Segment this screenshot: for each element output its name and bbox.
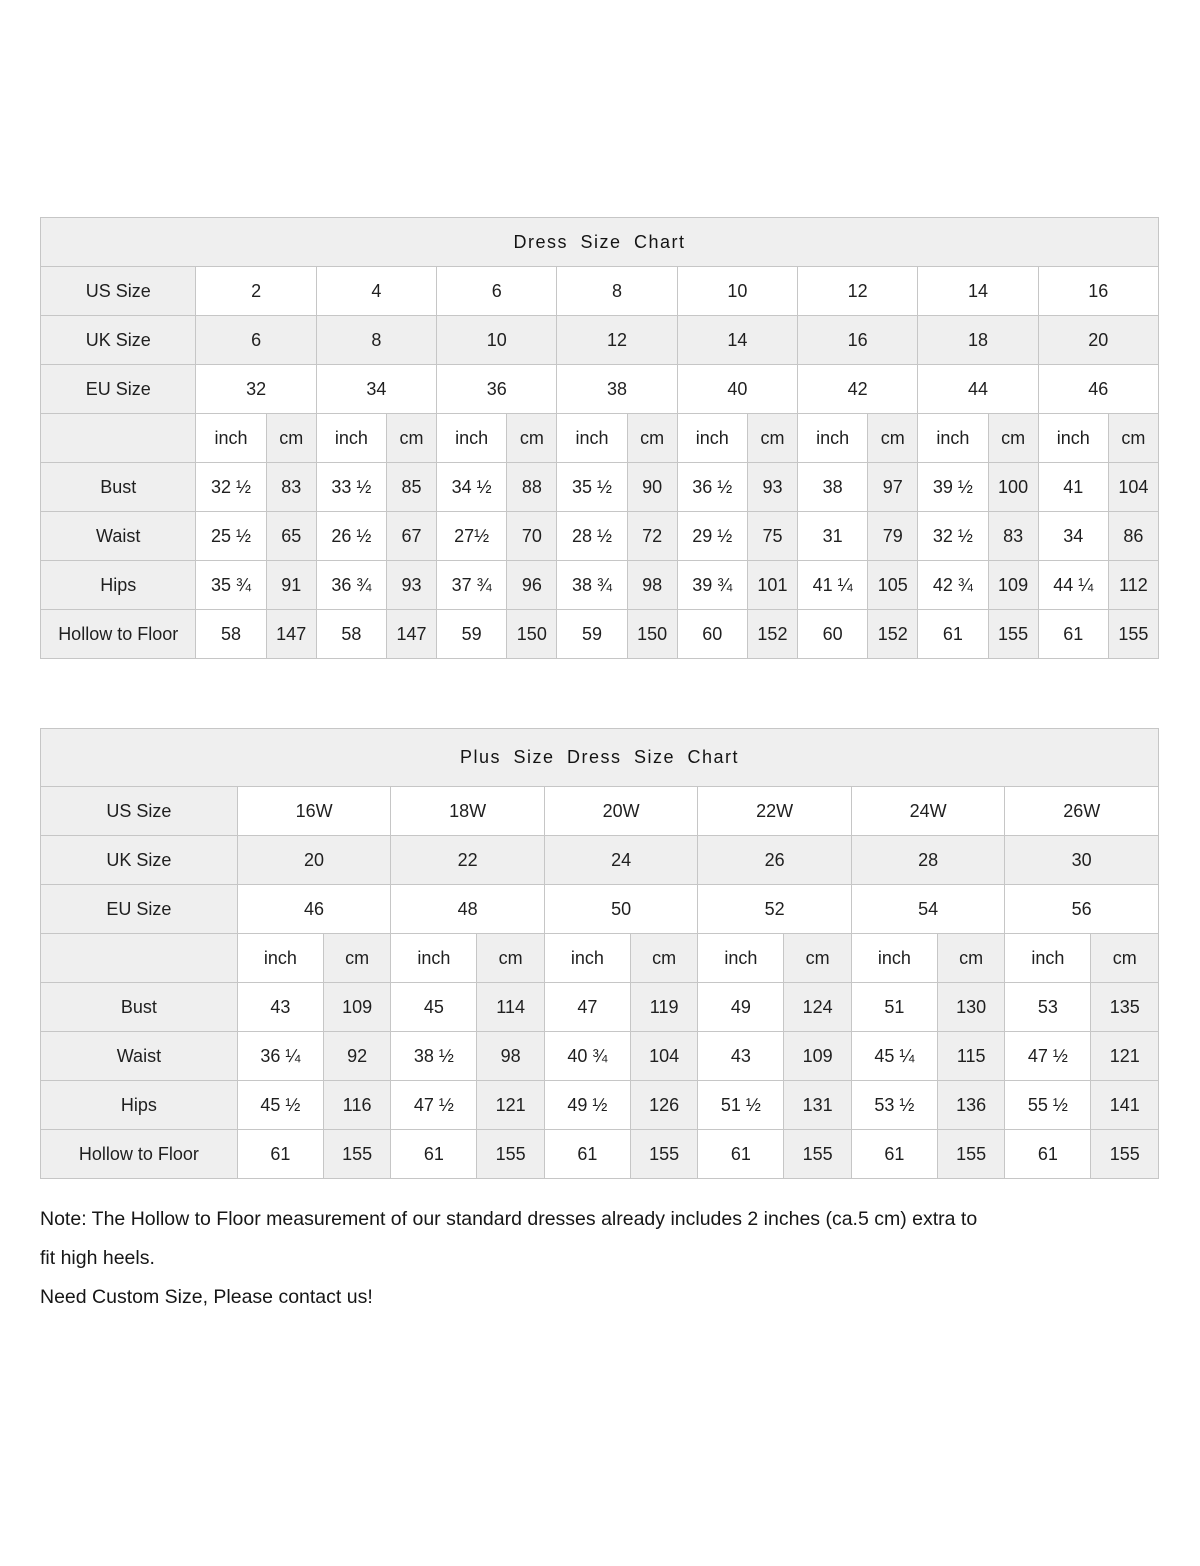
size-cell: 48 [391,885,545,934]
unit-cell: inch [316,414,386,463]
size-cell: 38 [557,365,677,414]
unit-cell: cm [784,934,851,983]
measurement-cell: 61 [918,610,988,659]
measurement-cell: 100 [988,463,1038,512]
unit-cell: cm [386,414,436,463]
table-row [41,836,1159,885]
measurement-cell: 109 [988,561,1038,610]
unit-cell: inch [677,414,747,463]
size-cell: 22 [391,836,545,885]
row-label: US Size [41,267,196,316]
row-label [41,414,196,463]
size-cell: 46 [1038,365,1158,414]
measurement-cell: 40 ¾ [544,1032,630,1081]
measurement-cell: 60 [798,610,868,659]
measurement-cell: 36 ¾ [316,561,386,610]
table-row [41,885,1159,934]
table-row [41,316,1159,365]
unit-cell: inch [1005,934,1091,983]
size-cell: 40 [677,365,797,414]
measurement-cell: 55 ½ [1005,1081,1091,1130]
size-cell: 16W [237,787,391,836]
note-line: Note: The Hollow to Floor measurement of our standard dresses already includes 2 inches (ca.5 cm) extra to [40,1208,978,1230]
size-cell: 26 [698,836,852,885]
measurement-cell: 112 [1108,561,1158,610]
measurement-cell: 53 ½ [851,1081,937,1130]
measurement-cell: 155 [323,1130,390,1179]
size-cell: 14 [677,316,797,365]
size-cell: 24W [851,787,1005,836]
measurement-cell: 130 [937,983,1004,1032]
measurement-cell: 109 [784,1032,851,1081]
measurement-cell: 152 [868,610,918,659]
size-cell: 10 [437,316,557,365]
standard-size-chart-table [40,217,1159,659]
measurement-cell: 152 [747,610,797,659]
unit-cell: cm [988,414,1038,463]
size-cell: 12 [798,267,918,316]
row-label: US Size [41,787,238,836]
measurement-cell: 34 [1038,512,1108,561]
measurement-cell: 41 ¼ [798,561,868,610]
table-row [41,787,1159,836]
size-cell: 8 [316,316,436,365]
measurement-cell: 104 [630,1032,697,1081]
size-cell: 14 [918,267,1038,316]
size-cell: 16 [798,316,918,365]
size-cell: 46 [237,885,391,934]
measurement-cell: 141 [1091,1081,1159,1130]
size-cell: 2 [196,267,316,316]
measurement-cell: 86 [1108,512,1158,561]
measurement-cell: 31 [798,512,868,561]
measurement-cell: 25 ½ [196,512,266,561]
measurement-cell: 98 [627,561,677,610]
table-row [41,983,1159,1032]
unit-cell: inch [391,934,477,983]
measurement-cell: 38 ½ [391,1032,477,1081]
unit-cell: inch [196,414,266,463]
row-label: Hollow to Floor [41,1130,238,1179]
plus-chart-title-row [41,729,1159,787]
measurement-cell: 45 ½ [237,1081,323,1130]
measurement-cell: 67 [386,512,436,561]
measurement-cell: 65 [266,512,316,561]
size-cell: 54 [851,885,1005,934]
size-cell: 32 [196,365,316,414]
measurement-cell: 61 [237,1130,323,1179]
row-label: Hips [41,561,196,610]
measurement-cell: 43 [698,1032,784,1081]
measurement-cell: 85 [386,463,436,512]
measurement-cell: 150 [627,610,677,659]
note-line: fit high heels. [40,1247,155,1269]
measurement-cell: 58 [196,610,266,659]
size-cell: 12 [557,316,677,365]
measurement-cell: 38 ¾ [557,561,627,610]
measurement-cell: 29 ½ [677,512,747,561]
size-cell: 26W [1005,787,1159,836]
measurement-cell: 27½ [437,512,507,561]
measurement-cell: 32 ½ [196,463,266,512]
size-cell: 20 [237,836,391,885]
unit-cell: inch [557,414,627,463]
measurement-cell: 35 ¾ [196,561,266,610]
unit-cell: inch [437,414,507,463]
table-row [41,1081,1159,1130]
row-label: Hips [41,1081,238,1130]
measurement-cell: 45 [391,983,477,1032]
table-row [41,1032,1159,1081]
measurement-cell: 124 [784,983,851,1032]
row-label: Hollow to Floor [41,610,196,659]
measurement-cell: 155 [784,1130,851,1179]
unit-cell: inch [851,934,937,983]
measurement-cell: 58 [316,610,386,659]
measurement-cell: 42 ¾ [918,561,988,610]
unit-cell: cm [1091,934,1159,983]
measurement-cell: 28 ½ [557,512,627,561]
measurement-cell: 51 [851,983,937,1032]
size-cell: 10 [677,267,797,316]
size-cell: 18 [918,316,1038,365]
measurement-cell: 61 [544,1130,630,1179]
measurement-cell: 90 [627,463,677,512]
size-cell: 24 [544,836,698,885]
size-cell: 20W [544,787,698,836]
size-cell: 42 [798,365,918,414]
size-cell: 30 [1005,836,1159,885]
row-label [41,934,238,983]
size-cell: 6 [437,267,557,316]
measurement-cell: 150 [507,610,557,659]
unit-cell: cm [477,934,544,983]
table-row [41,463,1159,512]
standard-chart-title-row [41,218,1159,267]
measurement-cell: 101 [747,561,797,610]
measurement-cell: 60 [677,610,747,659]
measurement-cell: 72 [627,512,677,561]
measurement-cell: 34 ½ [437,463,507,512]
size-cell: 56 [1005,885,1159,934]
unit-cell: inch [918,414,988,463]
row-label: Waist [41,512,196,561]
measurement-cell: 93 [386,561,436,610]
unit-cell: inch [798,414,868,463]
table-row [41,414,1159,463]
measurement-cell: 47 ½ [391,1081,477,1130]
measurement-cell: 93 [747,463,797,512]
measurement-cell: 126 [630,1081,697,1130]
measurement-cell: 49 ½ [544,1081,630,1130]
measurement-cell: 39 ¾ [677,561,747,610]
measurement-cell: 61 [1005,1130,1091,1179]
table-row [41,934,1159,983]
note-text [40,1200,1159,1317]
size-cell: 36 [437,365,557,414]
measurement-cell: 41 [1038,463,1108,512]
unit-cell: cm [937,934,1004,983]
measurement-cell: 91 [266,561,316,610]
measurement-cell: 45 ¼ [851,1032,937,1081]
table-row [41,512,1159,561]
measurement-cell: 83 [266,463,316,512]
size-cell: 4 [316,267,436,316]
measurement-cell: 135 [1091,983,1159,1032]
measurement-cell: 59 [437,610,507,659]
unit-cell: cm [868,414,918,463]
measurement-cell: 43 [237,983,323,1032]
size-cell: 22W [698,787,852,836]
unit-cell: cm [266,414,316,463]
measurement-cell: 47 ½ [1005,1032,1091,1081]
unit-cell: inch [698,934,784,983]
measurement-cell: 109 [323,983,390,1032]
table-row [41,365,1159,414]
plus-chart-title: Plus Size Dress Size Chart [41,729,1159,787]
measurement-cell: 104 [1108,463,1158,512]
measurement-cell: 38 [798,463,868,512]
size-cell: 52 [698,885,852,934]
size-cell: 44 [918,365,1038,414]
size-cell: 16 [1038,267,1158,316]
measurement-cell: 155 [1091,1130,1159,1179]
plus-size-chart-table [40,728,1159,1179]
measurement-cell: 59 [557,610,627,659]
measurement-cell: 39 ½ [918,463,988,512]
measurement-cell: 155 [937,1130,1004,1179]
measurement-cell: 155 [477,1130,544,1179]
measurement-cell: 131 [784,1081,851,1130]
table-row [41,1130,1159,1179]
measurement-cell: 121 [477,1081,544,1130]
row-label: Bust [41,983,238,1032]
measurement-cell: 119 [630,983,697,1032]
measurement-cell: 53 [1005,983,1091,1032]
note-line: Need Custom Size, Please contact us! [40,1286,373,1308]
measurement-cell: 32 ½ [918,512,988,561]
measurement-cell: 37 ¾ [437,561,507,610]
measurement-cell: 70 [507,512,557,561]
measurement-cell: 147 [266,610,316,659]
size-cell: 28 [851,836,1005,885]
measurement-cell: 155 [630,1130,697,1179]
row-label: UK Size [41,836,238,885]
measurement-cell: 61 [851,1130,937,1179]
measurement-cell: 98 [477,1032,544,1081]
measurement-cell: 33 ½ [316,463,386,512]
standard-chart-title: Dress Size Chart [41,218,1159,267]
measurement-cell: 61 [1038,610,1108,659]
measurement-cell: 61 [698,1130,784,1179]
unit-cell: cm [630,934,697,983]
measurement-cell: 114 [477,983,544,1032]
size-cell: 18W [391,787,545,836]
row-label: Bust [41,463,196,512]
unit-cell: inch [1038,414,1108,463]
unit-cell: cm [747,414,797,463]
measurement-cell: 26 ½ [316,512,386,561]
measurement-cell: 79 [868,512,918,561]
measurement-cell: 105 [868,561,918,610]
unit-cell: cm [1108,414,1158,463]
measurement-cell: 83 [988,512,1038,561]
measurement-cell: 121 [1091,1032,1159,1081]
measurement-cell: 155 [988,610,1038,659]
measurement-cell: 96 [507,561,557,610]
measurement-cell: 44 ¼ [1038,561,1108,610]
unit-cell: cm [627,414,677,463]
table-row [41,267,1159,316]
row-label: Waist [41,1032,238,1081]
measurement-cell: 116 [323,1081,390,1130]
measurement-cell: 75 [747,512,797,561]
measurement-cell: 115 [937,1032,1004,1081]
row-label: UK Size [41,316,196,365]
measurement-cell: 35 ½ [557,463,627,512]
table-row [41,561,1159,610]
measurement-cell: 51 ½ [698,1081,784,1130]
measurement-cell: 47 [544,983,630,1032]
unit-cell: cm [323,934,390,983]
size-cell: 34 [316,365,436,414]
size-cell: 8 [557,267,677,316]
size-cell: 6 [196,316,316,365]
measurement-cell: 49 [698,983,784,1032]
unit-cell: inch [544,934,630,983]
measurement-cell: 92 [323,1032,390,1081]
unit-cell: cm [507,414,557,463]
measurement-cell: 147 [386,610,436,659]
size-cell: 50 [544,885,698,934]
measurement-cell: 36 ½ [677,463,747,512]
measurement-cell: 136 [937,1081,1004,1130]
unit-cell: inch [237,934,323,983]
measurement-cell: 155 [1108,610,1158,659]
table-row [41,610,1159,659]
row-label: EU Size [41,365,196,414]
measurement-cell: 36 ¼ [237,1032,323,1081]
measurement-cell: 61 [391,1130,477,1179]
row-label: EU Size [41,885,238,934]
measurement-cell: 97 [868,463,918,512]
size-cell: 20 [1038,316,1158,365]
measurement-cell: 88 [507,463,557,512]
